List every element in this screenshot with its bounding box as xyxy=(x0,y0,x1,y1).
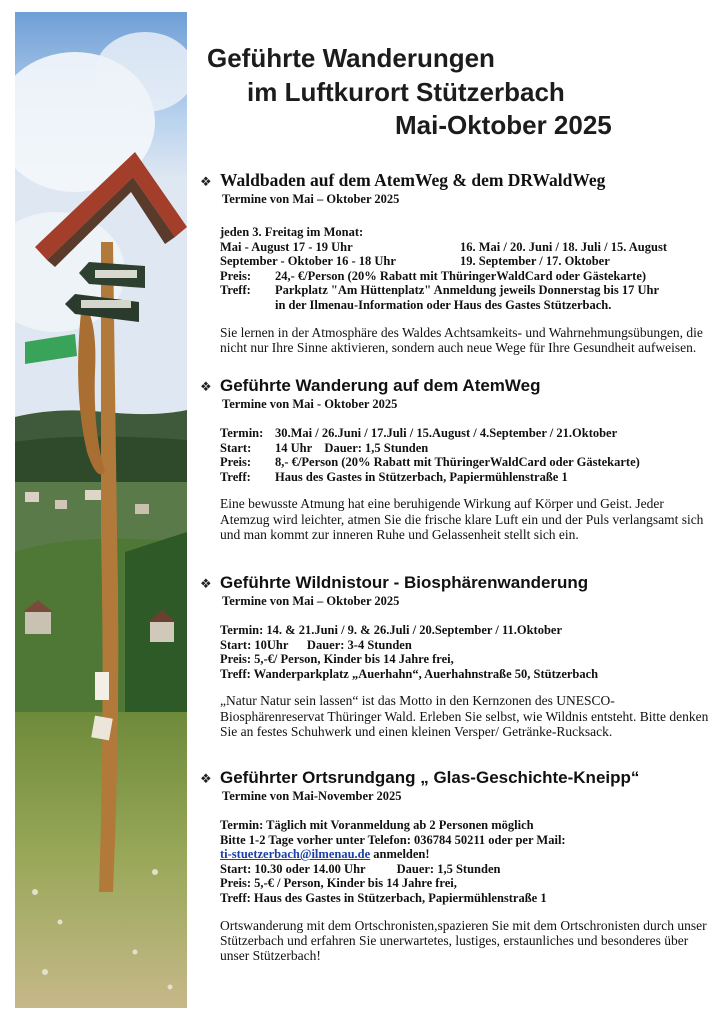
section-description: Eine bewusste Atmung hat eine beruhigende Wirkung auf Körper und Geist. Jeder Atemzug wird leichter, atmen Sie die frische klare Luft ein und der Puls verlangsamt sich und man kommt zur inneren Ruhe und Gelassenheit stellt sich ein. xyxy=(220,496,704,543)
schedule-intro: jeden 3. Freitag im Monat: xyxy=(220,225,364,239)
section-description: Sie lernen in der Atmosphäre des Waldes Achtsamkeits- und Wahrnehmungsübungen, die nicht nur Ihre Sinne aktivieren, sondern auch neue Wege für Ihre Gesundheit aufweisen. xyxy=(220,324,703,355)
schedule-left: September - Oktober 16 - 18 Uhr xyxy=(220,254,396,269)
bullet-diamond-icon: ❖ xyxy=(200,576,212,591)
title-line1: Geführte Wanderungen xyxy=(207,43,495,73)
date-value: 30.Mai / 26.Juni / 17.Juli / 15.August / 4.September / 21.Oktober xyxy=(275,426,618,440)
meeting-value-continued: in der Ilmenau-Information oder Haus des Gastes Stützerbach. xyxy=(275,297,612,312)
section-subtitle: Termine von Mai – Oktober 2025 xyxy=(222,192,400,206)
title-line3: Mai-Oktober 2025 xyxy=(395,110,612,140)
bullet-diamond-icon: ❖ xyxy=(200,771,212,786)
meeting-value: Haus des Gastes in Stützerbach, Papiermühlenstraße 1 xyxy=(275,469,568,484)
title-line2: im Luftkurort Stützerbach xyxy=(247,77,565,107)
section-description: „Natur Natur sein lassen“ ist das Motto in den Kernzonen des UNESCO-Biosphärenreservat Thüringer Wald. Erleben Sie selbst, wie Wildnis entsteht. Bitte denken Sie an festes Schuhwerk und einen kleinen Versper/ Getränke-Rucksack. xyxy=(220,693,709,740)
meeting-label: Treff: xyxy=(220,283,251,298)
schedule-right: 19. September / 17. Oktober xyxy=(460,254,610,269)
section-subtitle: Termine von Mai - Oktober 2025 xyxy=(222,397,398,411)
price-label: Preis: xyxy=(220,455,252,470)
meeting-line: Treff: Wanderparkplatz „Auerhahn“, Auerhahnstraße 50, Stützerbach xyxy=(220,666,599,681)
price-value: 8,- €/Person (20% Rabatt mit ThüringerWaldCard oder Gästekarte) xyxy=(275,455,640,470)
bullet-diamond-icon: ❖ xyxy=(200,379,212,394)
section-subtitle: Termine von Mai-November 2025 xyxy=(222,789,402,803)
section-atemweg xyxy=(200,376,710,543)
price-value: 24,- €/Person (20% Rabatt mit ThüringerWaldCard oder Gästekarte) xyxy=(275,268,647,283)
date-line: Termin: Täglich mit Voranmeldung ab 2 Personen möglich xyxy=(220,818,534,832)
start-line: Start: 10.30 oder 14.00 Uhr Dauer: 1,5 Stunden xyxy=(220,861,501,876)
price-label: Preis: xyxy=(220,268,252,283)
email-link[interactable]: ti-stuetzerbach@ilmenau.de xyxy=(220,847,371,862)
section-wildnistour xyxy=(200,573,710,740)
meeting-line: Treff: Haus des Gastes in Stützerbach, Papiermühlenstraße 1 xyxy=(220,890,547,905)
section-title: Waldbaden auf dem AtemWeg & dem DRWaldWeg xyxy=(220,170,606,190)
price-line: Preis: 5,-€/ Person, Kinder bis 14 Jahre frei, xyxy=(220,652,454,667)
booking-suffix: anmelden! xyxy=(370,847,430,862)
date-line: Termin: 14. & 21.Juni / 9. & 26.Juli / 20.September / 11.Oktober xyxy=(220,623,563,637)
section-title: Geführte Wildnistour - Biosphärenwanderung xyxy=(220,573,589,592)
section-waldbaden xyxy=(200,170,710,355)
start-line: Start: 10Uhr Dauer: 3-4 Stunden xyxy=(220,637,412,652)
price-line: Preis: 5,-€ / Person, Kinder bis 14 Jahre frei, xyxy=(220,876,457,891)
section-title: Geführter Ortsrundgang „ Glas-Geschichte-Kneipp“ xyxy=(220,768,640,787)
schedule-left: Mai - August 17 - 19 Uhr xyxy=(220,239,353,254)
start-label: Start: xyxy=(220,440,252,455)
section-title: Geführte Wanderung auf dem AtemWeg xyxy=(220,376,541,395)
meeting-value: Parkplatz "Am Hüttenplatz" Anmeldung jeweils Donnerstag bis 17 Uhr xyxy=(275,283,660,298)
section-subtitle: Termine von Mai – Oktober 2025 xyxy=(222,594,400,608)
signpost-photo xyxy=(15,12,187,1008)
section-description: Ortswanderung mit dem Ortschronisten,spazieren Sie mit dem Ortschronisten durch unser Stützerbach und erfahren Sie unerwartetes, lustiges, erstaunliches und besonderes über unser Stützerbach! xyxy=(220,917,707,964)
section-ortsrundgang xyxy=(200,768,710,964)
start-value: 14 Uhr Dauer: 1,5 Stunden xyxy=(275,440,429,455)
date-label: Termin: xyxy=(220,426,264,440)
schedule-right: 16. Mai / 20. Juni / 18. Juli / 15. August xyxy=(460,239,667,254)
bullet-diamond-icon: ❖ xyxy=(200,174,212,189)
meeting-label: Treff: xyxy=(220,469,251,484)
booking-line: Bitte 1-2 Tage vorher unter Telefon: 036784 50211 oder per Mail: xyxy=(220,832,566,847)
